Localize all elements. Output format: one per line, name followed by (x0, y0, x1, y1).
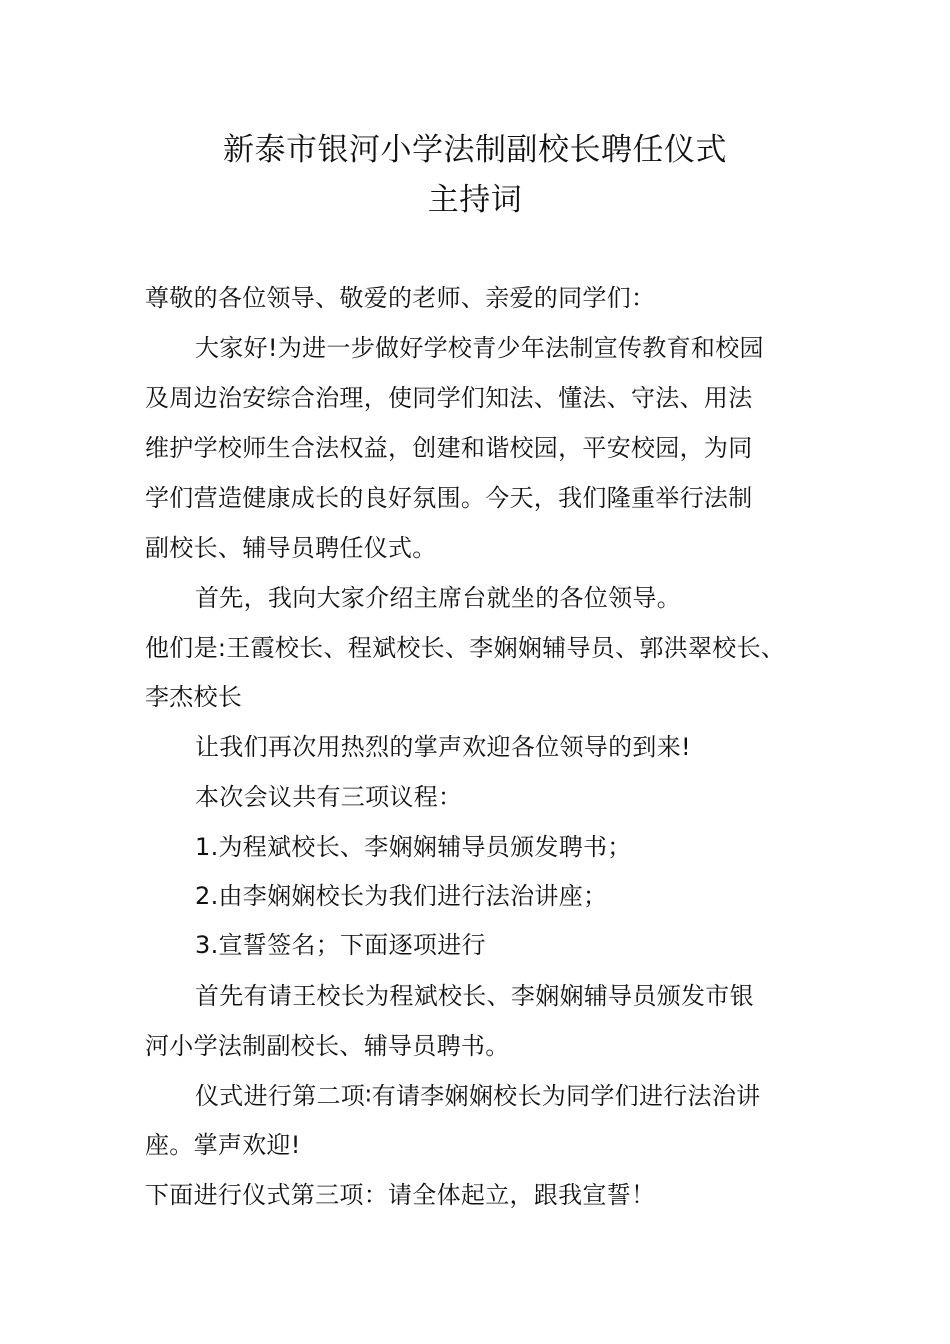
paragraph-line: 让我们再次用热烈的掌声欢迎各位领导的到来! (195, 733, 691, 761)
paragraph-line: 副校长、辅导员聘任仪式。 (145, 534, 437, 562)
paragraph-line: 大家好!为进一步做好学校青少年法制宣传教育和校园 (195, 334, 764, 362)
paragraph-line: 李杰校长 (145, 683, 243, 711)
paragraph-line: 下面进行仪式第三项：请全体起立，跟我宣誓！ (145, 1181, 656, 1209)
paragraph-line: 维护学校师生合法权益，创建和谐校园，平安校园，为同 (145, 434, 753, 462)
agenda-item: 3.宣誓签名；下面逐项进行 (195, 931, 486, 959)
document-subtitle: 主持词 (427, 182, 523, 218)
agenda-item: 2.由李娴娴校长为我们进行法治讲座； (195, 882, 608, 910)
agenda-item: 1.为程斌校长、李娴娴辅导员颁发聘书； (195, 833, 632, 861)
document-title: 新泰市银河小学法制副校长聘任仪式 (223, 132, 727, 168)
paragraph-line: 首先，我向大家介绍主席台就坐的各位领导。 (195, 584, 681, 612)
salutation-line: 尊敬的各位领导、敬爱的老师、亲爱的同学们： (145, 284, 656, 312)
paragraph-line: 他们是:王霞校长、程斌校长、李娴娴辅导员、郭洪翠校长、 (145, 634, 786, 662)
paragraph-line: 河小学法制副校长、辅导员聘书。 (145, 1032, 510, 1060)
paragraph-line: 仪式进行第二项∶有请李娴娴校长为同学们进行法治讲 (195, 1082, 761, 1110)
paragraph-line: 首先有请王校长为程斌校长、李娴娴辅导员颁发市银 (195, 982, 754, 1010)
paragraph-line: 学们营造健康成长的良好氛围。今天，我们隆重举行法制 (145, 484, 753, 512)
paragraph-line: 座。掌声欢迎! (145, 1131, 301, 1159)
paragraph-line: 本次会议共有三项议程： (195, 783, 463, 811)
paragraph-line: 及周边治安综合治理，使同学们知法、懂法、守法、用法 (145, 384, 753, 412)
